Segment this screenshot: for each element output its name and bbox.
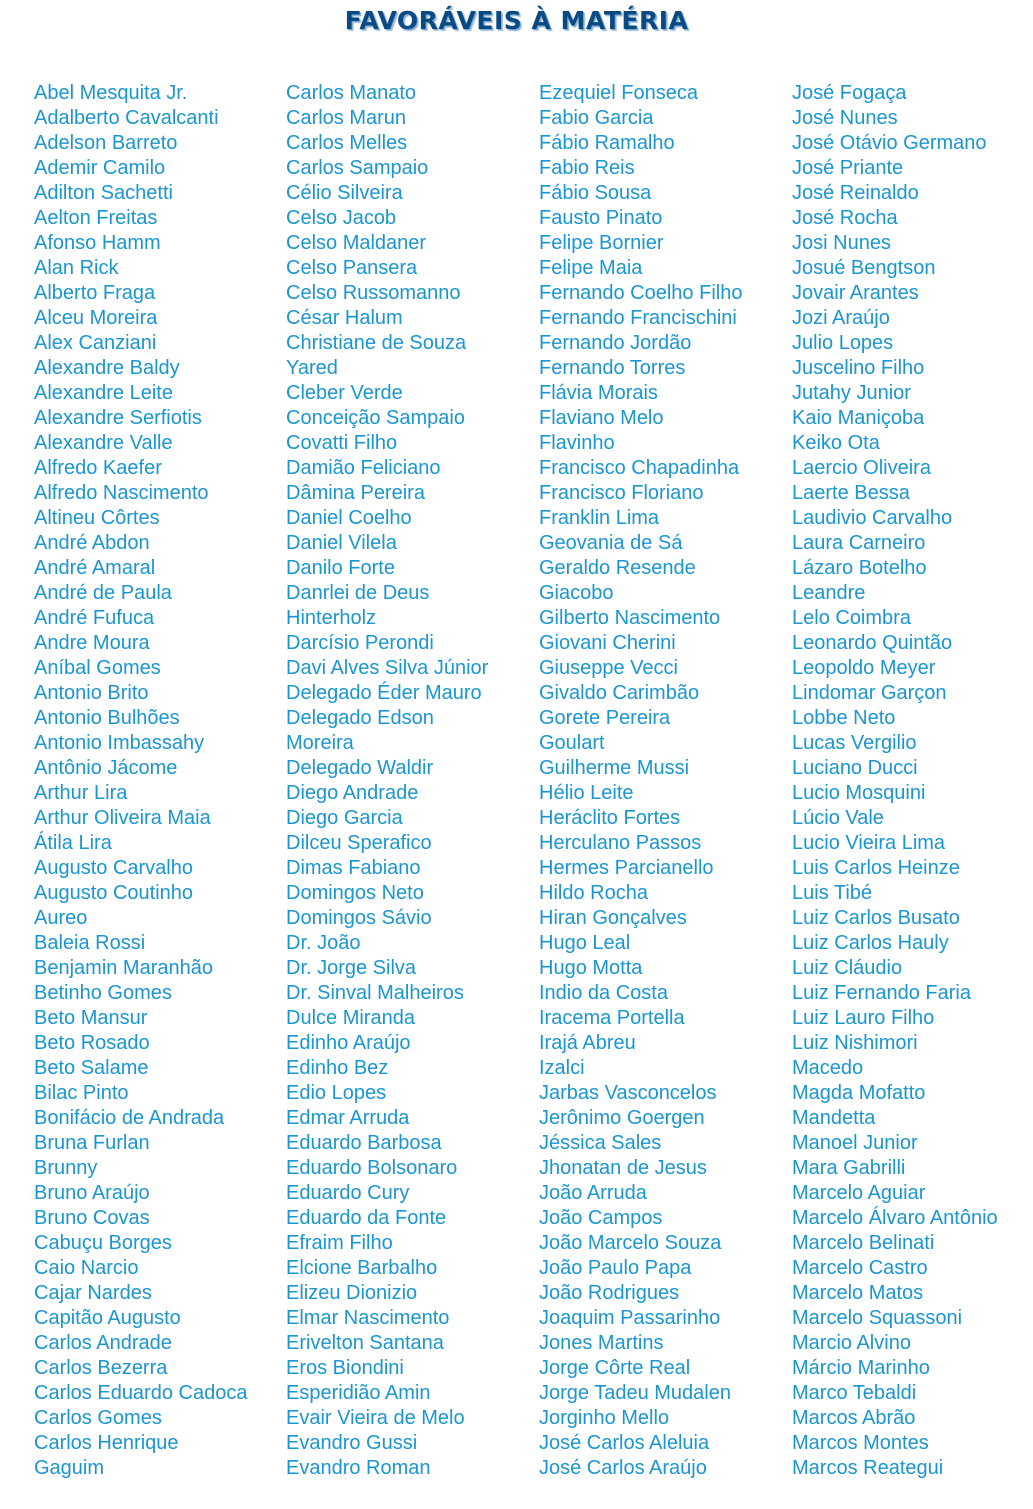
name-item: Erivelton Santana [286, 1332, 444, 1354]
name-item: Alfredo Nascimento [34, 482, 209, 504]
name-item: Andre Moura [34, 632, 150, 654]
name-item: Alexandre Serfiotis [34, 407, 202, 429]
name-item: Antonio Brito [34, 682, 149, 704]
name-item: Christiane de Souza [286, 332, 467, 354]
name-item: Mandetta [792, 1107, 876, 1129]
name-item: Marcio Alvino [792, 1332, 911, 1354]
name-item: Danilo Forte [286, 557, 395, 579]
name-item: Delegado Waldir [286, 757, 434, 779]
name-item: Arthur Lira [34, 782, 128, 804]
name-item: Irajá Abreu [539, 1032, 636, 1054]
name-item: Leopoldo Meyer [792, 657, 936, 679]
name-item: Carlos Manato [286, 82, 417, 104]
name-item: Fabio Reis [539, 157, 635, 179]
name-item: Lúcio Vale [792, 807, 884, 829]
name-item: Fábio Sousa [539, 182, 652, 204]
name-item: Jozi Araújo [792, 307, 890, 329]
name-item: Célio Silveira [286, 182, 403, 204]
name-item: André Abdon [34, 532, 150, 554]
name-item: João Paulo Papa [539, 1257, 692, 1279]
name-item: Augusto Carvalho [34, 857, 193, 879]
name-item: Davi Alves Silva Júnior [286, 657, 489, 679]
name-item: Lucas Vergilio [792, 732, 917, 754]
name-item: Macedo [792, 1057, 864, 1079]
name-item: Márcio Marinho [792, 1357, 930, 1379]
name-item: Heráclito Fortes [539, 807, 681, 829]
name-item: Luis Tibé [792, 882, 873, 904]
name-item: Jovair Arantes [792, 282, 919, 304]
name-item: Goulart [539, 732, 605, 754]
name-item: Marcelo Matos [792, 1282, 924, 1304]
name-item: Alex Canziani [34, 332, 157, 354]
name-item: Hiran Gonçalves [539, 907, 687, 929]
name-item: Edio Lopes [286, 1082, 387, 1104]
name-item: José Rocha [792, 207, 898, 229]
name-item: Celso Jacob [286, 207, 397, 229]
name-item: Eduardo Barbosa [286, 1132, 442, 1154]
name-item: Magda Mofatto [792, 1082, 926, 1104]
name-item: Gorete Pereira [539, 707, 671, 729]
name-item: Luiz Nishimori [792, 1032, 918, 1054]
name-item: Efraim Filho [286, 1232, 393, 1254]
name-item: Alexandre Leite [34, 382, 173, 404]
name-item: Dr. Jorge Silva [286, 957, 417, 979]
name-item: Fábio Ramalho [539, 132, 675, 154]
name-column-1 [34, 81, 247, 1481]
name-item: Hélio Leite [539, 782, 634, 804]
name-item: Bruno Araújo [34, 1182, 150, 1204]
name-item: Dilceu Sperafico [286, 832, 432, 854]
name-item: Flaviano Melo [539, 407, 664, 429]
name-item: Antonio Bulhões [34, 707, 180, 729]
name-item: Josi Nunes [792, 232, 891, 254]
name-item: Aelton Freitas [34, 207, 158, 229]
name-item: José Otávio Germano [792, 132, 987, 154]
name-item: Abel Mesquita Jr. [34, 82, 188, 104]
name-item: Antonio Imbassahy [34, 732, 205, 754]
name-item: Benjamin Maranhão [34, 957, 213, 979]
name-item: Luciano Ducci [792, 757, 918, 779]
name-item: Fausto Pinato [539, 207, 663, 229]
name-item: Francisco Floriano [539, 482, 704, 504]
name-item: Carlos Melles [286, 132, 408, 154]
name-item: Daniel Vilela [286, 532, 397, 554]
name-item: Yared [286, 357, 338, 379]
name-item: Geraldo Resende [539, 557, 696, 579]
name-item: Giacobo [539, 582, 614, 604]
name-item: Eduardo da Fonte [286, 1207, 447, 1229]
name-item: Dr. João [286, 932, 361, 954]
name-item: Carlos Marun [286, 107, 407, 129]
name-item: Felipe Maia [539, 257, 643, 279]
name-item: Marcos Abrão [792, 1407, 916, 1429]
name-item: José Carlos Aleluia [539, 1432, 710, 1454]
name-item: José Reinaldo [792, 182, 919, 204]
name-item: Fernando Torres [539, 357, 686, 379]
name-item: Jorginho Mello [539, 1407, 670, 1429]
name-item: Jerônimo Goergen [539, 1107, 705, 1129]
name-item: Jhonatan de Jesus [539, 1157, 707, 1179]
name-item: Diego Andrade [286, 782, 419, 804]
name-item: Ezequiel Fonseca [539, 82, 698, 104]
page-title: FAVORÁVEIS À MATÉRIA [344, 6, 689, 35]
name-item: Evair Vieira de Melo [286, 1407, 465, 1429]
name-item: Jones Martins [539, 1332, 664, 1354]
name-item: Adilton Sachetti [34, 182, 173, 204]
name-item: Diego Garcia [286, 807, 403, 829]
name-item: Guilherme Mussi [539, 757, 690, 779]
name-item: Fernando Jordão [539, 332, 692, 354]
name-item: Baleia Rossi [34, 932, 146, 954]
name-item: Alberto Fraga [34, 282, 156, 304]
name-item: Edinho Araújo [286, 1032, 411, 1054]
name-item: Eduardo Bolsonaro [286, 1157, 458, 1179]
name-item: Antônio Jácome [34, 757, 178, 779]
name-item: Betinho Gomes [34, 982, 172, 1004]
name-item: Laudivio Carvalho [792, 507, 953, 529]
name-item: João Marcelo Souza [539, 1232, 722, 1254]
name-item: Cleber Verde [286, 382, 403, 404]
name-item: Lelo Coimbra [792, 607, 911, 629]
name-item: Daniel Coelho [286, 507, 412, 529]
name-item: Lucio Vieira Lima [792, 832, 946, 854]
name-item: Izalci [539, 1057, 585, 1079]
name-item: Dr. Sinval Malheiros [286, 982, 464, 1004]
name-item: Covatti Filho [286, 432, 398, 454]
name-item: Franklin Lima [539, 507, 660, 529]
name-item: Jarbas Vasconcelos [539, 1082, 717, 1104]
name-item: Delegado Edson [286, 707, 434, 729]
name-item: Moreira [286, 732, 354, 754]
name-item: João Rodrigues [539, 1282, 680, 1304]
name-item: Juscelino Filho [792, 357, 925, 379]
name-item: Hermes Parcianello [539, 857, 714, 879]
name-item: Afonso Hamm [34, 232, 161, 254]
name-item: Carlos Sampaio [286, 157, 429, 179]
name-item: Marcelo Álvaro Antônio [792, 1207, 998, 1229]
name-item: Aníbal Gomes [34, 657, 161, 679]
name-item: Elmar Nascimento [286, 1307, 450, 1329]
name-item: Arthur Oliveira Maia [34, 807, 211, 829]
name-item: Marcos Reategui [792, 1457, 944, 1479]
name-item: Geovania de Sá [539, 532, 683, 554]
name-item: Flávia Morais [539, 382, 658, 404]
name-item: Alan Rick [34, 257, 119, 279]
name-item: Augusto Coutinho [34, 882, 194, 904]
name-column-2 [286, 81, 488, 1481]
name-item: Keiko Ota [792, 432, 880, 454]
name-item: Dimas Fabiano [286, 857, 421, 879]
name-item: Eduardo Cury [286, 1182, 410, 1204]
name-item: José Fogaça [792, 82, 907, 104]
name-item: Brunny [34, 1157, 98, 1179]
name-item: Lobbe Neto [792, 707, 896, 729]
name-item: José Priante [792, 157, 904, 179]
name-item: Joaquim Passarinho [539, 1307, 721, 1329]
name-item: Conceição Sampaio [286, 407, 465, 429]
name-item: Leandre [792, 582, 866, 604]
name-item: Fernando Francischini [539, 307, 737, 329]
name-item: Cajar Nardes [34, 1282, 152, 1304]
name-item: Giovani Cherini [539, 632, 676, 654]
name-item: Herculano Passos [539, 832, 702, 854]
name-item: Laercio Oliveira [792, 457, 931, 479]
name-item: Marcelo Castro [792, 1257, 928, 1279]
name-item: Carlos Bezerra [34, 1357, 168, 1379]
name-item: Bruno Covas [34, 1207, 150, 1229]
name-item: Celso Pansera [286, 257, 418, 279]
name-item: José Nunes [792, 107, 898, 129]
name-item: Mara Gabrilli [792, 1157, 906, 1179]
name-item: Leonardo Quintão [792, 632, 953, 654]
name-item: Luiz Fernando Faria [792, 982, 971, 1004]
name-item: Jorge Tadeu Mudalen [539, 1382, 731, 1404]
name-item: Ademir Camilo [34, 157, 166, 179]
name-item: Delegado Éder Mauro [286, 682, 482, 704]
name-item: José Carlos Araújo [539, 1457, 707, 1479]
name-item: Francisco Chapadinha [539, 457, 740, 479]
name-item: Domingos Sávio [286, 907, 432, 929]
name-item: Caio Narcio [34, 1257, 139, 1279]
name-item: Evandro Gussi [286, 1432, 418, 1454]
name-item: Hildo Rocha [539, 882, 648, 904]
name-item: André Amaral [34, 557, 156, 579]
name-item: Carlos Gomes [34, 1407, 162, 1429]
name-item: Marcelo Aguiar [792, 1182, 926, 1204]
name-item: João Arruda [539, 1182, 647, 1204]
name-item: Jéssica Sales [539, 1132, 662, 1154]
name-item: Marcelo Belinati [792, 1232, 935, 1254]
name-item: Adelson Barreto [34, 132, 178, 154]
name-item: Marcelo Squassoni [792, 1307, 963, 1329]
name-item: Beto Rosado [34, 1032, 150, 1054]
name-item: Manoel Junior [792, 1132, 918, 1154]
name-item: Danrlei de Deus [286, 582, 430, 604]
name-item: Luiz Cláudio [792, 957, 903, 979]
name-item: Domingos Neto [286, 882, 424, 904]
name-item: Damião Feliciano [286, 457, 441, 479]
name-item: Elizeu Dionizio [286, 1282, 418, 1304]
name-item: Celso Maldaner [286, 232, 427, 254]
name-item: Fernando Coelho Filho [539, 282, 743, 304]
name-item: Alexandre Valle [34, 432, 173, 454]
name-column-4 [792, 81, 998, 1481]
name-item: Laerte Bessa [792, 482, 910, 504]
name-item: Givaldo Carimbão [539, 682, 700, 704]
name-item: Luiz Carlos Hauly [792, 932, 949, 954]
name-item: Indio da Costa [539, 982, 668, 1004]
name-item: Bilac Pinto [34, 1082, 129, 1104]
name-item: Lucio Mosquini [792, 782, 926, 804]
name-item: Jutahy Junior [792, 382, 911, 404]
name-item: Edmar Arruda [286, 1107, 410, 1129]
name-item: Esperidião Amin [286, 1382, 431, 1404]
name-item: Beto Mansur [34, 1007, 148, 1029]
name-item: Iracema Portella [539, 1007, 685, 1029]
name-item: João Campos [539, 1207, 663, 1229]
name-item: Jorge Côrte Real [539, 1357, 691, 1379]
name-item: Altineu Côrtes [34, 507, 160, 529]
name-item: Bonifácio de Andrada [34, 1107, 225, 1129]
name-item: Luiz Carlos Busato [792, 907, 960, 929]
name-item: Dulce Miranda [286, 1007, 415, 1029]
name-item: Josué Bengtson [792, 257, 936, 279]
name-item: Laura Carneiro [792, 532, 926, 554]
name-item: Darcísio Perondi [286, 632, 434, 654]
name-item: Lázaro Botelho [792, 557, 927, 579]
name-item: Eros Biondini [286, 1357, 404, 1379]
name-item: Gaguim [34, 1457, 105, 1479]
name-item: Elcione Barbalho [286, 1257, 438, 1279]
name-item: Carlos Andrade [34, 1332, 172, 1354]
name-item: Celso Russomanno [286, 282, 461, 304]
name-item: Evandro Roman [286, 1457, 431, 1479]
name-item: Hugo Motta [539, 957, 643, 979]
name-item: Carlos Henrique [34, 1432, 179, 1454]
name-column-3 [539, 81, 742, 1481]
name-item: Felipe Bornier [539, 232, 664, 254]
name-item: Flavinho [539, 432, 615, 454]
name-item: Alexandre Baldy [34, 357, 180, 379]
name-item: Bruna Furlan [34, 1132, 150, 1154]
name-item: Alceu Moreira [34, 307, 158, 329]
name-item: Gilberto Nascimento [539, 607, 721, 629]
name-item: Edinho Bez [286, 1057, 389, 1079]
name-item: Cabuçu Borges [34, 1232, 172, 1254]
name-item: César Halum [286, 307, 403, 329]
name-item: Aureo [34, 907, 88, 929]
name-item: Marco Tebaldi [792, 1382, 917, 1404]
name-item: Beto Salame [34, 1057, 149, 1079]
name-item: Alfredo Kaefer [34, 457, 162, 479]
name-item: André Fufuca [34, 607, 155, 629]
name-item: Carlos Eduardo Cadoca [34, 1382, 248, 1404]
name-item: Capitão Augusto [34, 1307, 181, 1329]
name-item: Hugo Leal [539, 932, 631, 954]
name-item: Giuseppe Vecci [539, 657, 678, 679]
name-item: Luis Carlos Heinze [792, 857, 960, 879]
name-item: Luiz Lauro Filho [792, 1007, 935, 1029]
name-item: Lindomar Garçon [792, 682, 947, 704]
name-item: Adalberto Cavalcanti [34, 107, 219, 129]
name-item: Dâmina Pereira [286, 482, 425, 504]
name-item: Átila Lira [34, 832, 112, 854]
name-item: Kaio Maniçoba [792, 407, 925, 429]
name-item: Julio Lopes [792, 332, 894, 354]
name-item: Fabio Garcia [539, 107, 654, 129]
name-item: Hinterholz [286, 607, 377, 629]
name-item: Marcos Montes [792, 1432, 929, 1454]
name-item: André de Paula [34, 582, 172, 604]
